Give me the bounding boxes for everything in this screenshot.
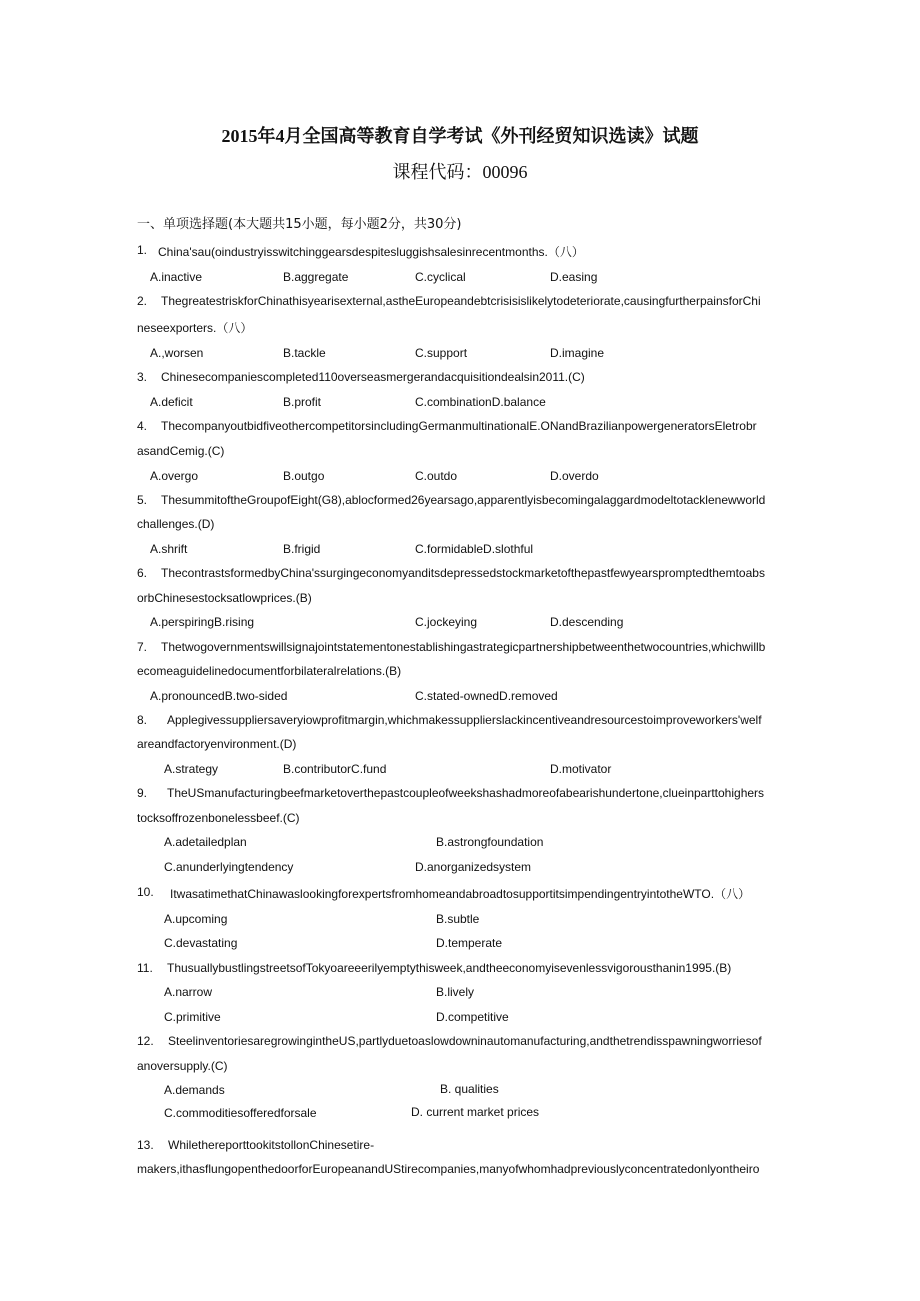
answer-option: D.imagine: [550, 346, 605, 360]
answer-option: D.anorganizedsystem: [415, 860, 532, 874]
question-text-line: ThesummitoftheGroupofEight(G8),ablocformed26yearsago,apparentlyisbecomingalaggardmodeltotacklenewworld: [161, 493, 766, 507]
answer-option: A.,worsen: [150, 346, 204, 360]
answer-option: C.primitive: [164, 1010, 221, 1024]
question-text-line: Applegivessuppliersaveryiowprofitmargin,whichmakessupplierslackincentiveandresourcestoimproveworkers'welf: [167, 713, 762, 727]
question-text-line: orbChinesestocksatlowprices.(B): [137, 591, 312, 605]
question-text-line: asandCemig.(C): [137, 444, 225, 458]
question-number: 8.: [137, 713, 148, 727]
answer-option: C.anunderlyingtendency: [164, 860, 294, 874]
answer-option: B.subtle: [436, 912, 480, 926]
question-text-line: anoversupply.(C): [137, 1059, 228, 1073]
question-number: 4.: [137, 419, 148, 433]
answer-option: B.contributorC.fund: [283, 762, 387, 776]
answer-option: D.overdo: [550, 469, 599, 483]
answer-option: C.commoditiesofferedforsale: [164, 1106, 317, 1120]
question-number: 6.: [137, 566, 148, 580]
answer-option: A.deficit: [150, 395, 193, 409]
question-text-line: tocksoffrozenbonelessbeef.(C): [137, 811, 300, 825]
question-text-line: Chinesecompaniescompleted110overseasmergerandacquisitiondealsin2011.(C): [161, 370, 585, 384]
question-number: 3.: [137, 370, 148, 384]
answer-option: A.shrift: [150, 542, 188, 556]
answer-option: A.overgo: [150, 469, 199, 483]
question-text-line: ThecontrastsformedbyChina'ssurgingeconomyanditsdepressedstockmarketofthepastfewyearspromptedthemtoabs: [161, 566, 765, 580]
course-code: 课程代码：00096: [392, 162, 528, 182]
question-text-line: makers,ithasflungopenthedoorforEuropeanandUStirecompanies,manyofwhomhadpreviouslyconcentratedonlyontheiro: [137, 1162, 760, 1176]
question-text-line: ThecompanyoutbidfiveothercompetitorsincludingGermanmultinationalE.ONandBrazilianpowergeneratorsEletrobr: [161, 419, 757, 433]
answer-option: D.easing: [550, 270, 598, 284]
answer-option: C.support: [415, 346, 468, 360]
answer-option: A.perspiringB.rising: [150, 615, 255, 629]
answer-option: A.narrow: [164, 985, 213, 999]
answer-option: A.inactive: [150, 270, 203, 284]
question-number: 5.: [137, 493, 148, 507]
exam-title: 2015年4月全国高等教育自学考试《外刊经贸知识选读》试题: [221, 126, 699, 146]
answer-option: A.adetailedplan: [164, 835, 247, 849]
question-number: 12.: [137, 1034, 154, 1048]
question-text-line: SteelinventoriesaregrowingintheUS,partlyduetoaslowdowninautomanufacturing,andthetrendisspawningworriesof: [168, 1034, 762, 1048]
question-text-line: areandfactoryenvironment.(D): [137, 737, 297, 751]
answer-option: C.formidableD.slothful: [415, 542, 534, 556]
answer-option: B.aggregate: [283, 270, 349, 284]
answer-option: B. qualities: [440, 1082, 499, 1096]
question-text-line: neseexporters.（八）: [137, 321, 253, 335]
answer-option: B.frigid: [283, 542, 321, 556]
question-number: 1.: [137, 243, 148, 257]
answer-option: D.motivator: [550, 762, 612, 776]
question-number: 11.: [137, 961, 153, 975]
answer-option: D.competitive: [436, 1010, 509, 1024]
answer-option: C.cyclical: [415, 270, 466, 284]
answer-option: C.stated-ownedD.removed: [415, 689, 558, 703]
question-text-line: TheUSmanufacturingbeefmarketoverthepastcoupleofweekshashadmoreofabearishundertone,clueinparttohighers: [167, 786, 765, 800]
question-text-line: Thetwogovernmentswillsignajointstatementonestablishingastrategicpartnershipbetweenthetwocountries,whichwillb: [161, 640, 766, 654]
question-text-line: ThusuallybustlingstreetsofTokyoareeerilyemptythisweek,andtheeconomyisevenlessvigorousthanin1995.(B): [167, 961, 732, 975]
question-number: 7.: [137, 640, 148, 654]
section-heading: 一、单项选择题(本大题共15小题，每小题2分，共30分): [137, 217, 462, 232]
answer-option: D.temperate: [436, 936, 503, 950]
answer-option: B.outgo: [283, 469, 325, 483]
answer-option: C.devastating: [164, 936, 238, 950]
question-text-line: ecomeaguidelinedocumentforbilateralrelations.(B): [137, 664, 402, 678]
answer-option: B.astrongfoundation: [436, 835, 544, 849]
question-text-line: ItwasatimethatChinawaslookingforexpertsfromhomeandabroadtosupportitsimpendingentryintotheWTO.（八）: [170, 887, 751, 901]
question-number: 10.: [137, 885, 154, 899]
answer-option: D. current market prices: [411, 1105, 540, 1119]
question-text-line: ThegreatestriskforChinathisyearisexternal,astheEuropeandebtcrisisislikelytodeteriorate,causingfurtherpainsforChi: [161, 294, 761, 308]
answer-option: B.profit: [283, 395, 322, 409]
answer-option: A.upcoming: [164, 912, 228, 926]
answer-option: B.lively: [436, 985, 475, 999]
answer-option: B.tackle: [283, 346, 326, 360]
answer-option: D.descending: [550, 615, 624, 629]
answer-option: C.combinationD.balance: [415, 395, 546, 409]
question-number: 9.: [137, 786, 148, 800]
question-number: 13.: [137, 1138, 154, 1152]
answer-option: A.strategy: [164, 762, 219, 776]
answer-option: C.jockeying: [415, 615, 478, 629]
answer-option: A.demands: [164, 1083, 225, 1097]
question-text-line: China'sau(oindustryisswitchinggearsdespitesluggishsalesinrecentmonths.（八）: [158, 245, 584, 259]
answer-option: A.pronouncedB.two-sided: [150, 689, 288, 703]
question-text-line: challenges.(D): [137, 517, 215, 531]
question-text-line: WhilethereporttookitstollonChinesetire-: [168, 1138, 375, 1152]
answer-option: C.outdo: [415, 469, 458, 483]
question-number: 2.: [137, 294, 148, 308]
